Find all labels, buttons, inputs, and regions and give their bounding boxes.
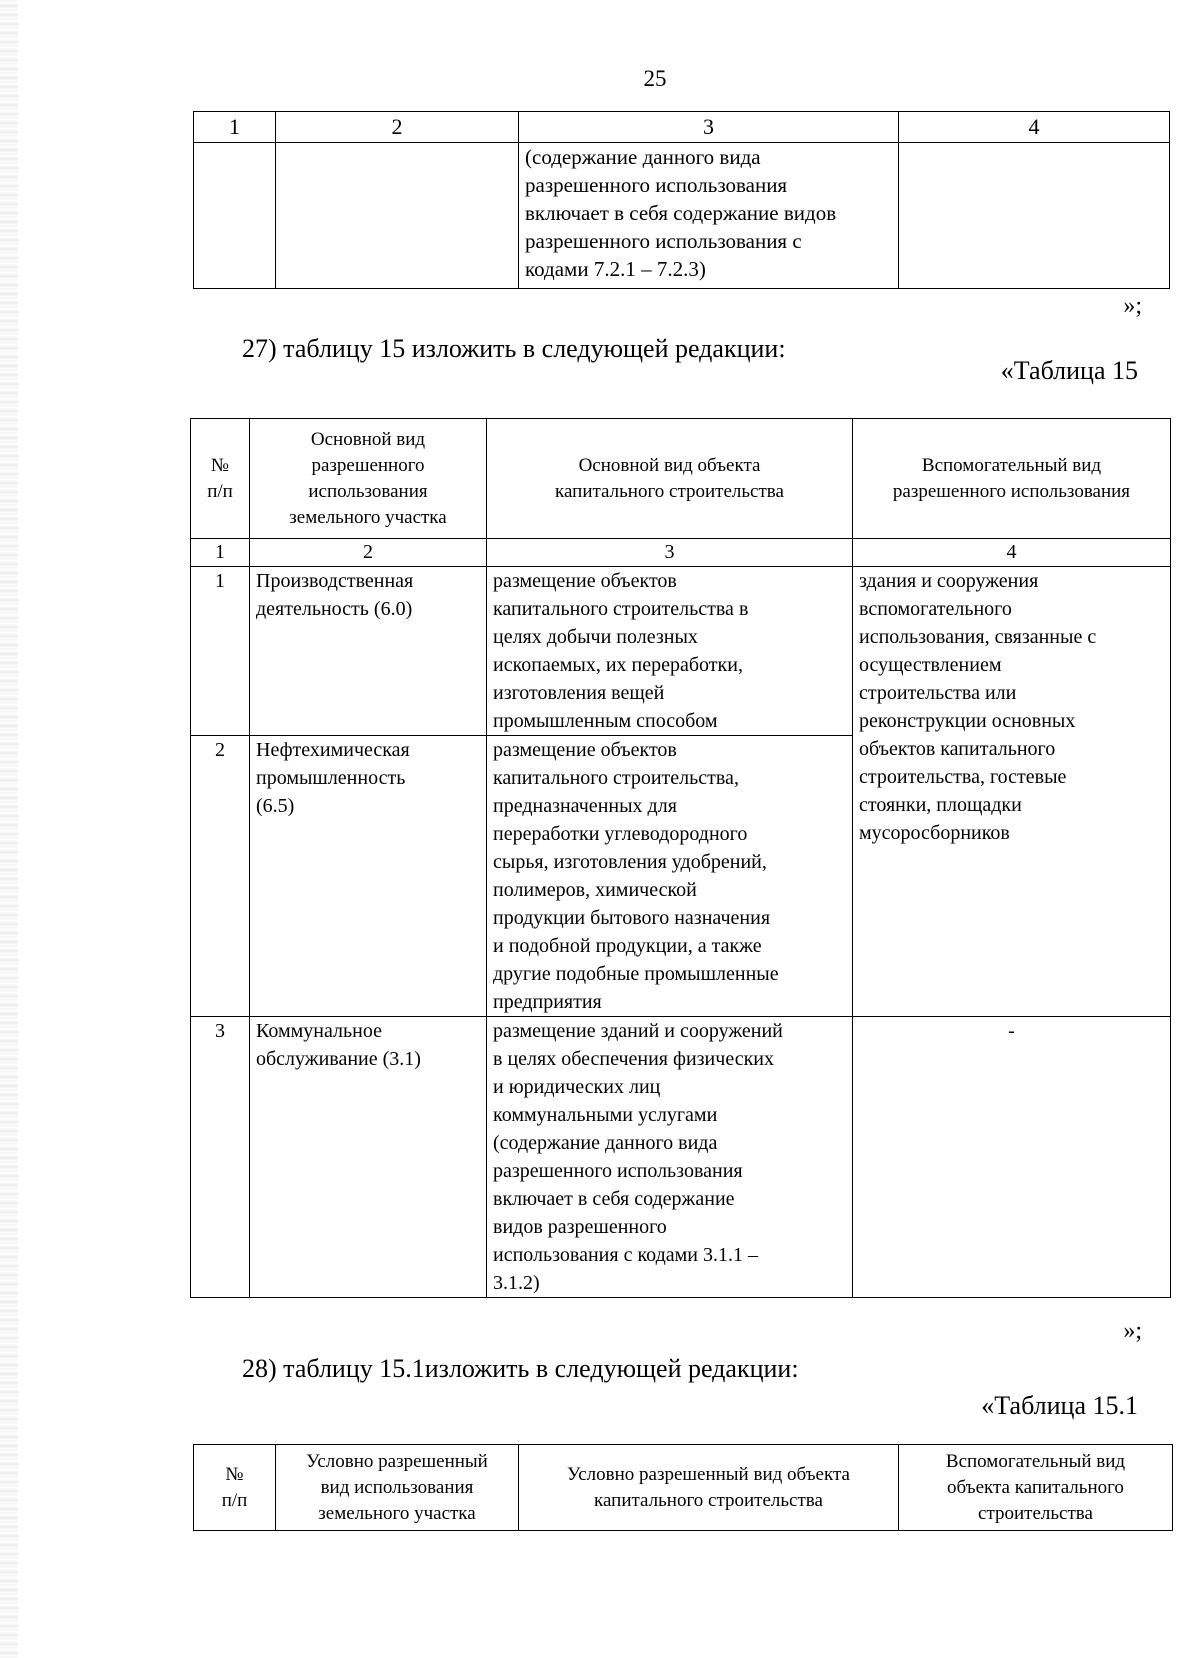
text-line: капитального строительства — [555, 480, 784, 502]
paragraph-28: 28) таблицу 15.1изложить в следующей редакции: — [242, 1354, 799, 1383]
text-line: (содержание данного вида — [525, 145, 761, 169]
cell-description — [519, 143, 899, 289]
header-conditional-object — [519, 1445, 899, 1531]
header-main-land-use — [250, 419, 487, 539]
text-line: разрешенного использования — [525, 173, 788, 197]
text-line: обслуживание (3.1) — [256, 1048, 421, 1070]
text-line: коммунальными услугами — [493, 1104, 718, 1126]
text-line: другие подобные промышленные — [493, 963, 779, 985]
text-line: вид использования — [320, 1476, 474, 1498]
text-line: Условно разрешенный — [306, 1450, 488, 1472]
text-line: полимеров, химической — [493, 879, 697, 901]
cell-object — [487, 1017, 853, 1298]
text-line: Нефтехимическая — [256, 739, 410, 761]
text-line: реконструкции основных — [859, 710, 1076, 732]
text-line: размещение зданий и сооружений — [493, 1020, 783, 1042]
text-line: предназначенных для — [493, 795, 677, 817]
text-line: включает в себя содержание — [493, 1188, 735, 1210]
text-line: стоянки, площадки — [859, 794, 1022, 816]
text-line: размещение объектов — [493, 739, 677, 761]
text-line: Вспомогательный вид — [921, 454, 1102, 476]
text-line: включает в себя содержание видов — [525, 201, 837, 225]
cell-object — [487, 736, 853, 1017]
cell-empty — [276, 143, 519, 289]
cell-land-use — [250, 1017, 487, 1298]
text-line: кодами 7.2.1 – 7.2.3) — [525, 257, 706, 281]
text-line: деятельность (6.0) — [256, 598, 413, 620]
dash-value: - — [1008, 1020, 1015, 1042]
text-line: объектов капитального — [859, 738, 1056, 760]
table-15-1-caption: «Таблица 15.1 — [981, 1391, 1138, 1420]
text-line: объекта капитального — [947, 1476, 1124, 1498]
text-line: переработки углеводородного — [493, 823, 748, 845]
cell-auxiliary — [853, 1017, 1171, 1298]
text-line: мусоросборников — [859, 822, 1010, 844]
text-line: п/п — [221, 1489, 248, 1511]
text-line: (содержание данного вида — [493, 1132, 718, 1154]
text-line: ископаемых, их переработки, — [493, 654, 743, 676]
text-line: п/п — [207, 480, 233, 502]
row-number: 2 — [191, 736, 250, 1017]
header-number — [194, 1445, 276, 1531]
text-line: Основной вид — [310, 428, 426, 450]
col-number: 4 — [853, 539, 1171, 567]
text-line: строительства — [978, 1502, 1093, 1524]
text-line: размещение объектов — [493, 570, 677, 592]
table-15-number-row — [191, 539, 1171, 567]
header-main-object — [487, 419, 853, 539]
text-line: вспомогательного — [859, 598, 1012, 620]
text-line: здания и сооружения — [859, 570, 1039, 592]
cell-empty — [194, 143, 276, 289]
table-15-1 — [193, 1444, 1173, 1531]
text-line: Коммунальное — [256, 1020, 382, 1042]
table-15-caption: «Таблица 15 — [1000, 356, 1138, 385]
text-line: № — [225, 1463, 244, 1485]
text-line: Вспомогательный вид — [945, 1450, 1126, 1472]
text-line: промышленным способом — [493, 710, 718, 732]
cell-object — [487, 567, 853, 736]
cell-empty — [899, 143, 1170, 289]
col-number: 1 — [194, 112, 276, 143]
text-line: разрешенного — [311, 454, 425, 476]
table-15-1-header-row — [194, 1445, 1173, 1531]
text-line: использования — [308, 480, 428, 502]
text-line: продукции бытового назначения — [493, 907, 771, 929]
text-line: и подобной продукции, а также — [493, 935, 762, 957]
text-line: разрешенного использования с — [525, 229, 802, 253]
text-line: в целях обеспечения физических — [493, 1048, 774, 1070]
text-line: капитального строительства, — [493, 767, 739, 789]
cell-land-use — [250, 736, 487, 1017]
text-line: капитального строительства — [594, 1489, 823, 1511]
header-conditional-land-use — [276, 1445, 519, 1531]
scan-edge — [0, 0, 18, 1658]
table-row — [194, 143, 1170, 289]
text-line: строительства, гостевые — [859, 766, 1067, 788]
col-number: 4 — [899, 112, 1170, 143]
text-line: земельного участка — [289, 506, 447, 528]
text-line: земельного участка — [318, 1502, 476, 1524]
text-line: предприятия — [493, 991, 602, 1013]
closing-quote: »; — [1123, 1318, 1142, 1344]
cell-auxiliary-shared — [853, 567, 1171, 1017]
text-line: разрешенного использования — [493, 1160, 743, 1182]
table-continuation — [193, 111, 1170, 289]
col-number: 3 — [519, 112, 899, 143]
cell-land-use — [250, 567, 487, 736]
header-auxiliary-object — [899, 1445, 1173, 1531]
header-number — [191, 419, 250, 539]
text-line: капитального строительства в — [493, 598, 749, 620]
text-line: строительства или — [859, 682, 1017, 704]
text-line: видов разрешенного — [493, 1216, 667, 1238]
closing-quote: »; — [1123, 293, 1142, 319]
col-number: 3 — [487, 539, 853, 567]
row-number: 3 — [191, 1017, 250, 1298]
col-number: 2 — [250, 539, 487, 567]
text-line: № — [210, 454, 230, 476]
header-auxiliary-use — [853, 419, 1171, 539]
text-line: 3.1.2) — [493, 1272, 540, 1294]
page-number: 25 — [643, 66, 667, 91]
text-line: Производственная — [256, 570, 414, 592]
text-line: сырья, изготовления удобрений, — [493, 851, 767, 873]
text-line: (6.5) — [256, 795, 295, 817]
text-line: использования с кодами 3.1.1 – — [493, 1244, 758, 1266]
table-row — [191, 1017, 1171, 1298]
text-line: использования, связанные с — [859, 626, 1097, 648]
table-15 — [190, 418, 1171, 1298]
row-number: 1 — [191, 567, 250, 736]
col-number: 2 — [276, 112, 519, 143]
text-line: Условно разрешенный вид объекта — [567, 1463, 850, 1485]
text-line: и юридических лиц — [493, 1076, 661, 1098]
text-line: целях добычи полезных — [493, 626, 698, 648]
text-line: изготовления вещей — [493, 682, 665, 704]
text-line: промышленность — [256, 767, 406, 789]
paragraph-27: 27) таблицу 15 изложить в следующей редакции: — [242, 334, 786, 363]
text-line: разрешенного использования — [892, 480, 1131, 502]
table-row — [191, 567, 1171, 736]
table-15-header-row — [191, 419, 1171, 539]
text-line: Основной вид объекта — [578, 454, 761, 476]
text-line: осуществлением — [859, 654, 1002, 676]
col-number: 1 — [191, 539, 250, 567]
table-continuation-number-row — [194, 112, 1170, 143]
